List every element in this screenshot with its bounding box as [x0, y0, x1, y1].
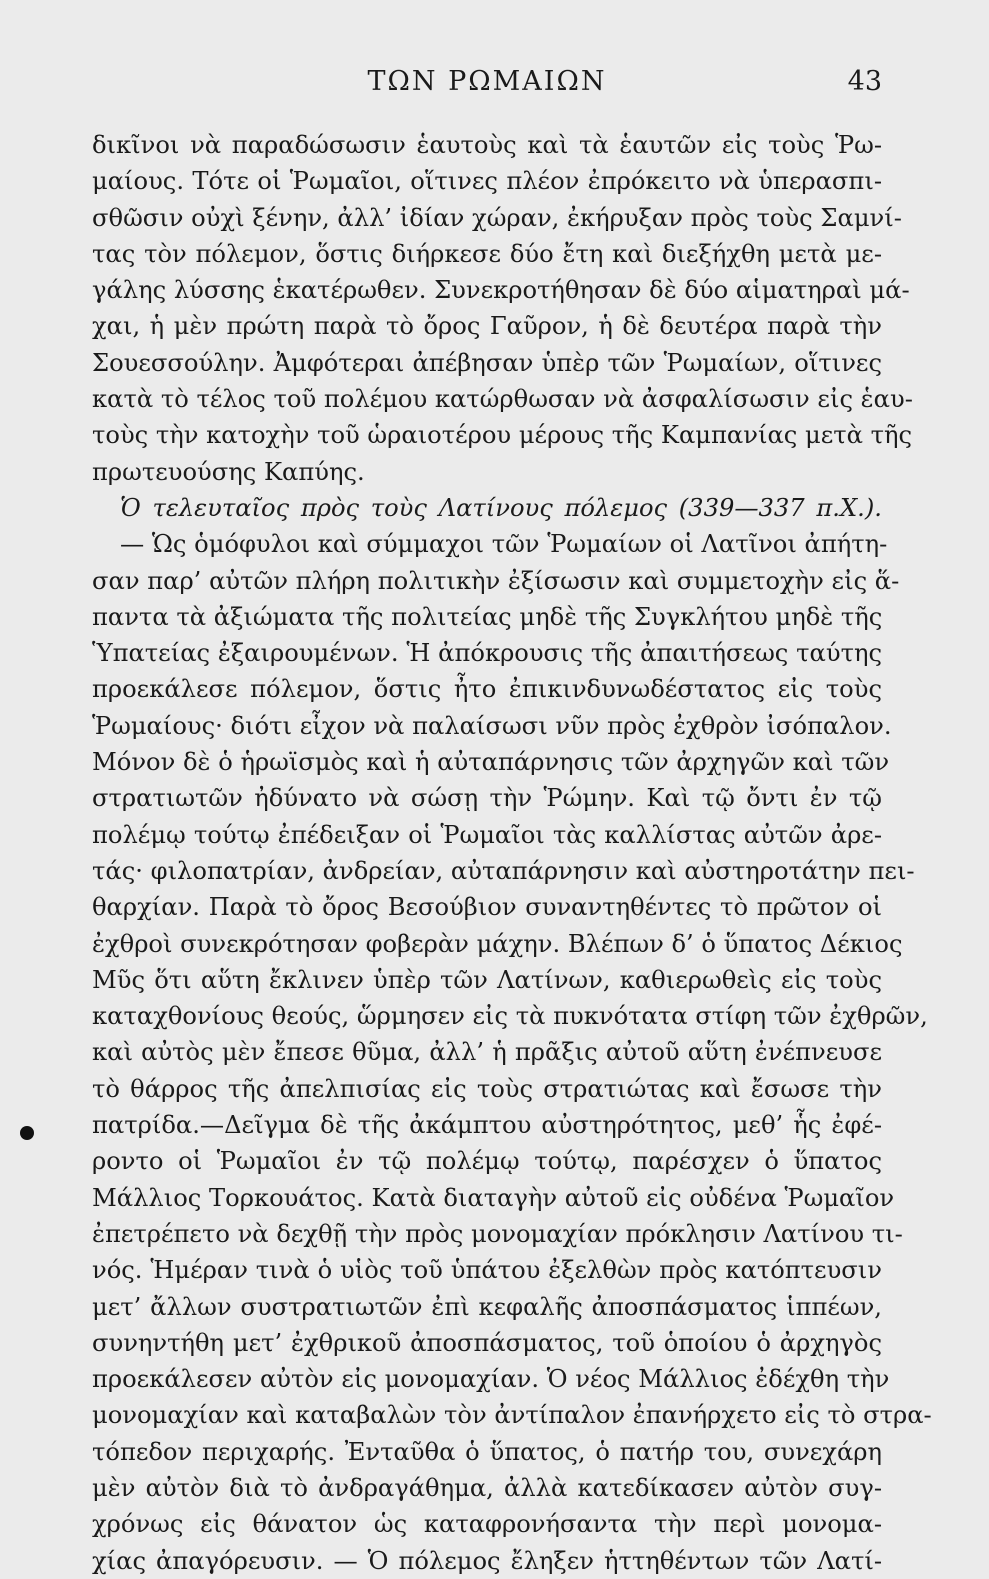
section-heading: Ὁ τελευταῖος πρὸς τοὺς Λατίνους πόλεμος (339—337 π.Χ.). [120, 493, 882, 522]
text-line: — Ὡς ὁμόφυλοι καὶ σύμμαχοι τῶν Ῥωμαίων οἱ Λατῖνοι ἀπήτη- [120, 530, 888, 559]
text-line: κατὰ τὸ τέλος τοῦ πολέμου κατώρθωσαν νὰ ἀσφαλίσωσιν εἰς ἑαυ- [92, 385, 913, 414]
text-line: Ὑπατείας ἐξαιρουμένων. Ἡ ἀπόκρουσις τῆς ἀπαιτήσεως ταύτης [92, 639, 882, 668]
text-line: Μάλλιος Τορκουάτος. Κατὰ διαταγὴν αὐτοῦ εἰς οὐδένα Ῥωμαῖον [92, 1183, 895, 1212]
text-line: πρωτευούσης Καπύης. [92, 457, 365, 486]
text-line: μετ’ ἄλλων συστρατιωτῶν ἐπὶ κεφαλῆς ἀποσπάσματος ἱππέων, [92, 1292, 882, 1321]
text-line: τάς· φιλοπατρίαν, ἀνδρείαν, αὐταπάρνησιν καὶ αὐστηροτάτην πει- [92, 856, 915, 885]
text-line: σθῶσιν οὐχὶ ξένην, ἀλλ’ ἰδίαν χώραν, ἐκήρυξαν πρὸς τοὺς Σαμνί- [92, 203, 902, 232]
text-line: γάλης λύσσης ἑκατέρωθεν. Συνεκροτήθησαν δὲ δύο αἱματηραὶ μά- [92, 276, 910, 305]
text-line: θαρχίαν. Παρὰ τὸ ὄρος Βεσούβιον συναντηθέντες τὸ πρῶτον οἱ [92, 893, 882, 922]
text-line: τας τὸν πόλεμον, ὅστις διήρκεσε δύο ἔτη καὶ διεξήχθη μετὰ με- [92, 239, 882, 268]
running-title: ΤΩΝ ΡΩΜΑΙΩΝ [367, 66, 607, 97]
text-line: πατρίδα.—Δεῖγμα δὲ τῆς ἀκάμπτου αὐστηρότητος, μεθ’ ἧς ἐφέ- [92, 1111, 882, 1140]
text-line: τοὺς τὴν κατοχὴν τοῦ ὡραιοτέρου μέρους τῆς Καμπανίας μετὰ τῆς [92, 421, 913, 450]
text-line: ροντο οἱ Ῥωμαῖοι ἐν τῷ πολέμῳ τούτῳ, παρέσχεν ὁ ὕπατος [92, 1147, 882, 1176]
text-line: τὸ θάρρος τῆς ἀπελπισίας εἰς τοὺς στρατιώτας καὶ ἔσωσε τὴν [92, 1074, 882, 1103]
page-number: 43 [847, 66, 882, 97]
text-line: χίας ἀπαγόρευσιν. — Ὁ πόλεμος ἔληξεν ἡττηθέντων τῶν Λατί- [92, 1546, 882, 1575]
text-line: χρόνως εἰς θάνατον ὡς καταφρονήσαντα τὴν περὶ μονομα- [92, 1510, 882, 1539]
text-line: χαι, ἡ μὲν πρώτη παρὰ τὸ ὄρος Γαῦρον, ἡ δὲ δευτέρα παρὰ τὴν [92, 312, 882, 341]
text-line: Μόνον δὲ ὁ ἡρωϊσμὸς καὶ ἡ αὐταπάρνησις τῶν ἀρχηγῶν καὶ τῶν [92, 748, 890, 777]
text-line: δικῖνοι νὰ παραδώσωσιν ἑαυτοὺς καὶ τὰ ἑαυτῶν εἰς τοὺς Ῥω- [92, 131, 882, 159]
text-line: ἐχθροὶ συνεκρότησαν φοβερὰν μάχην. Βλέπων δ’ ὁ ὕπατος Δέκιος [92, 929, 903, 958]
body-text [92, 127, 932, 1579]
text-line: σαν παρ’ αὐτῶν πλήρη πολιτικὴν ἐξίσωσιν καὶ συμμετοχὴν εἰς ἅ- [92, 566, 900, 595]
text-line: τόπεδον περιχαρής. Ἐνταῦθα ὁ ὕπατος, ὁ πατήρ του, συνεχάρη [92, 1437, 882, 1466]
margin-dot [20, 1126, 34, 1140]
text-line: Σουεσσούλην. Ἀμφότεραι ἀπέβησαν ὑπὲρ τῶν Ῥωμαίων, οἵτινες [92, 348, 882, 377]
text-line: προεκάλεσεν αὐτὸν εἰς μονομαχίαν. Ὁ νέος Μάλλιος ἐδέχθη τὴν [92, 1365, 890, 1394]
text-line: πολέμῳ τούτῳ ἐπέδειξαν οἱ Ῥωμαῖοι τὰς καλλίστας αὐτῶν ἀρε- [92, 820, 882, 849]
text-line: μὲν αὐτὸν διὰ τὸ ἀνδραγάθημα, ἀλλὰ κατεδίκασεν αὐτὸν συγ- [92, 1473, 882, 1502]
text-line: προεκάλεσε πόλεμον, ὅστις ἦτο ἐπικινδυνωδέστατος εἰς τοὺς [92, 675, 882, 704]
text-line: Ῥωμαίους· διότι εἶχον νὰ παλαίσωσι νῦν πρὸς ἐχθρὸν ἰσόπαλον. [92, 711, 892, 740]
text-line: Μῦς ὅτι αὕτη ἔκλινεν ὑπὲρ τῶν Λατίνων, καθιερωθεὶς εἰς τοὺς [92, 965, 882, 994]
text-line: παντα τὰ ἀξιώματα τῆς πολιτείας μηδὲ τῆς Συγκλήτου μηδὲ τῆς [92, 602, 883, 631]
text-line: ἐπετρέπετο νὰ δεχθῇ τὴν πρὸς μονομαχίαν πρόκλησιν Λατίνου τι- [92, 1219, 903, 1248]
text-line: συνηντήθη μετ’ ἐχθρικοῦ ἀποσπάσματος, τοῦ ὁποίου ὁ ἀρχηγὸς [92, 1328, 882, 1357]
text-line: μονομαχίαν καὶ καταβαλὼν τὸν ἀντίπαλον ἐπανήρχετο εἰς τὸ στρα- [92, 1401, 932, 1430]
text-line: καὶ αὐτὸς μὲν ἔπεσε θῦμα, ἀλλ’ ἡ πρᾶξις αὐτοῦ αὕτη ἐνέπνευσε [92, 1038, 882, 1067]
text-line: καταχθονίους θεούς, ὥρμησεν εἰς τὰ πυκνότατα στίφη τῶν ἐχθρῶν, [92, 1002, 928, 1031]
text-line: νός. Ἡμέραν τινὰ ὁ υἱὸς τοῦ ὑπάτου ἐξελθὼν πρὸς κατόπτευσιν [92, 1256, 882, 1285]
text-line: στρατιωτῶν ἠδύνατο νὰ σώσῃ τὴν Ῥώμην. Καὶ τῷ ὄντι ἐν τῷ [92, 784, 882, 813]
running-header [92, 66, 882, 102]
text-line: μαίους. Τότε οἱ Ῥωμαῖοι, οἵτινες πλέον ἐπρόκειτο νὰ ὑπερασπι- [92, 167, 882, 196]
